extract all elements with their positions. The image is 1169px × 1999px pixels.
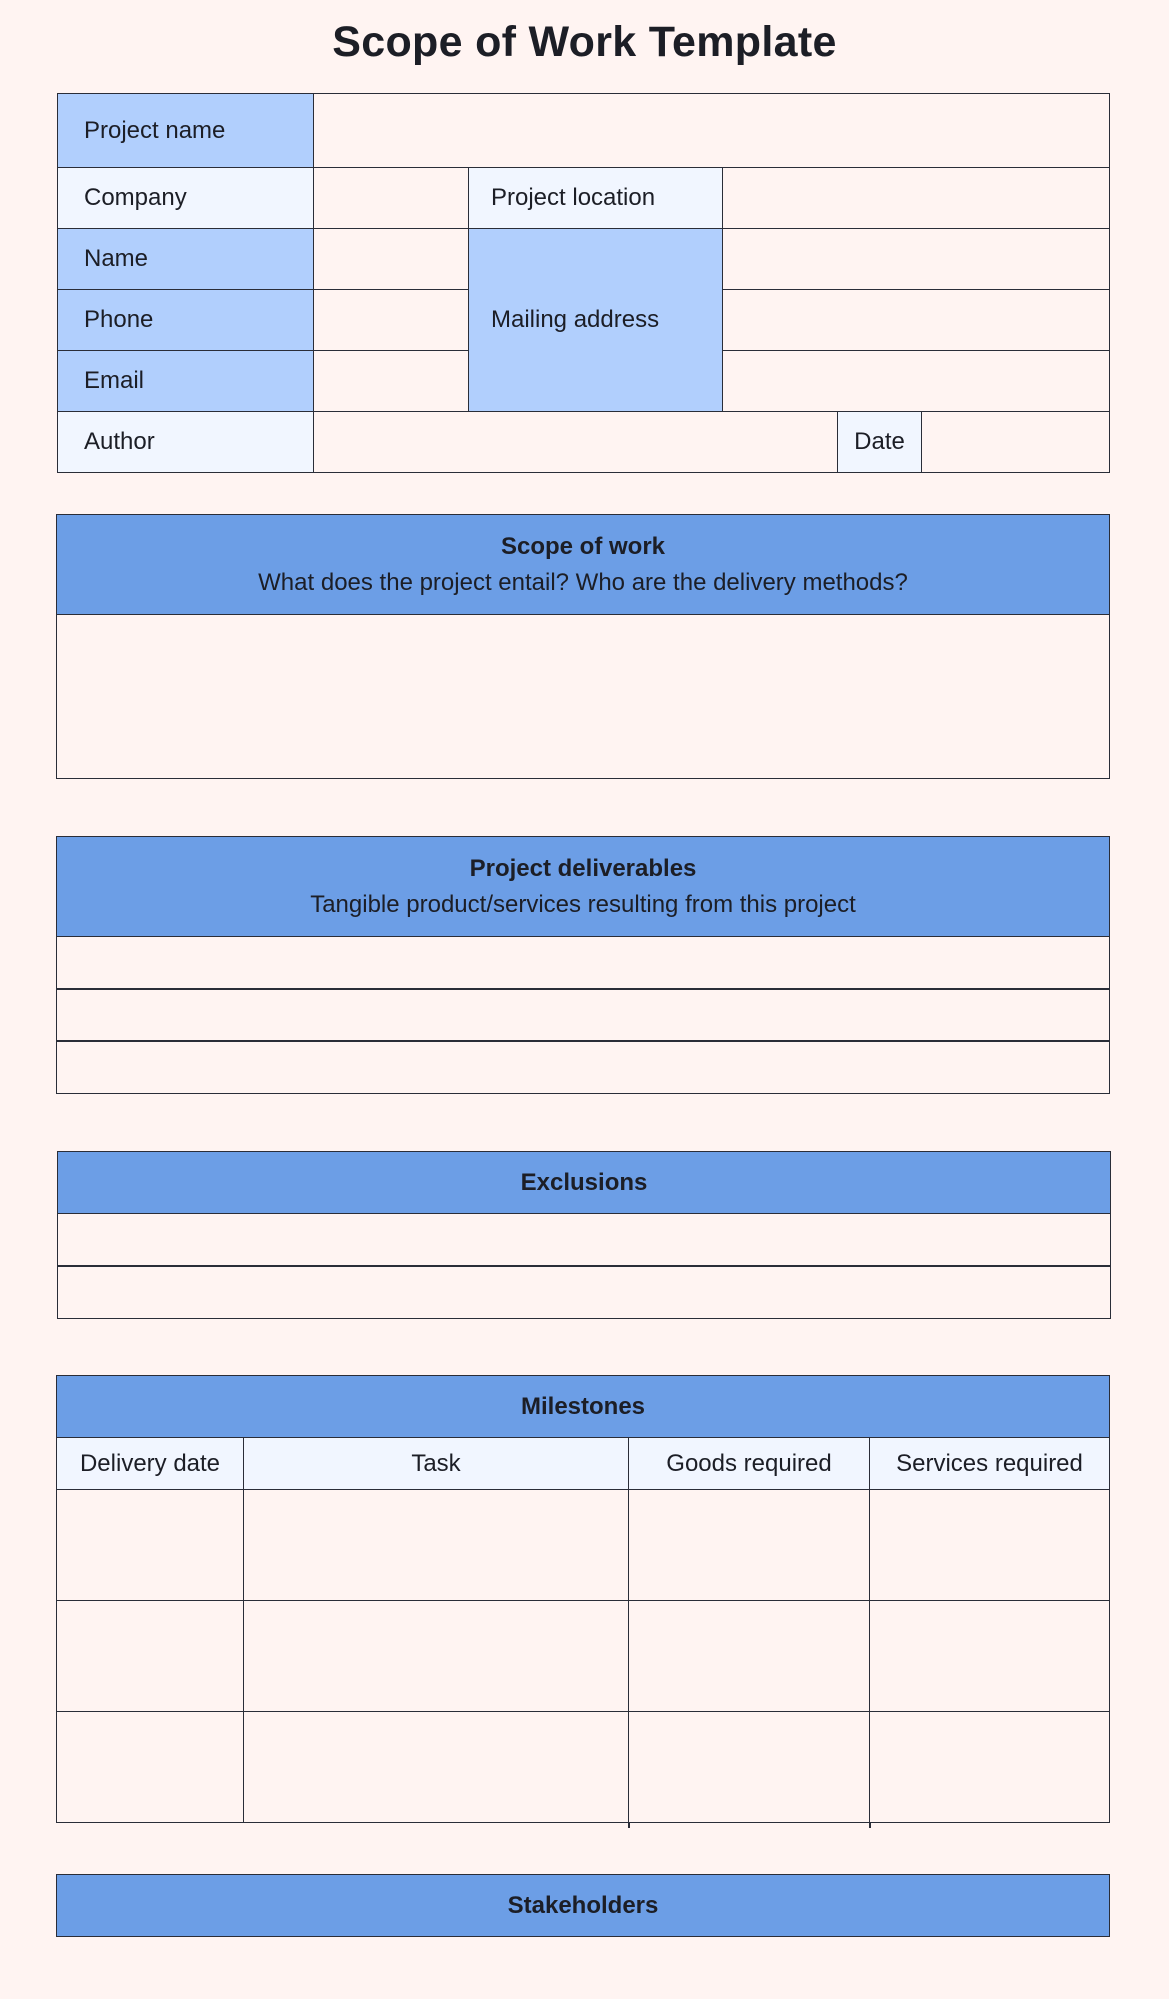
exclusions-list xyxy=(57,1213,1111,1319)
field-email[interactable] xyxy=(313,350,469,412)
label-company: Company xyxy=(57,167,314,229)
milestone-cell-r3-delivery-date[interactable] xyxy=(56,1711,244,1823)
deliverables-header xyxy=(56,836,1110,937)
field-mailing-address-line-2[interactable] xyxy=(722,289,1110,351)
milestone-cell-r1-delivery-date[interactable] xyxy=(56,1489,244,1601)
milestone-cell-r2-delivery-date[interactable] xyxy=(56,1600,244,1712)
scope-of-work-subtitle: What does the project entail? Who are the delivery methods? xyxy=(258,568,908,596)
label-name: Name xyxy=(57,228,314,290)
field-project-name[interactable] xyxy=(313,93,1110,168)
field-author[interactable] xyxy=(313,411,838,473)
deliverables-subtitle: Tangible product/services resulting from this project xyxy=(310,890,856,918)
field-project-location[interactable] xyxy=(722,167,1110,229)
label-project-location: Project location xyxy=(468,167,723,229)
field-name[interactable] xyxy=(313,228,469,290)
label-project-name: Project name xyxy=(57,93,314,168)
milestone-cell-r1-services[interactable] xyxy=(869,1489,1110,1601)
milestone-cell-r3-goods[interactable] xyxy=(628,1711,870,1823)
stakeholders-title: Stakeholders xyxy=(507,1891,659,1919)
deliverable-row-2[interactable] xyxy=(57,989,1109,1041)
field-mailing-address-line-1[interactable] xyxy=(722,228,1110,290)
col-services-required: Services required xyxy=(869,1437,1110,1490)
col-goods-required: Goods required xyxy=(628,1437,870,1490)
field-company[interactable] xyxy=(313,167,469,229)
exclusion-row-1[interactable] xyxy=(58,1213,1110,1265)
exclusions-header xyxy=(57,1151,1111,1214)
label-email: Email xyxy=(57,350,314,412)
milestone-cell-r1-task[interactable] xyxy=(243,1489,629,1601)
milestones-header xyxy=(56,1375,1110,1438)
label-date: Date xyxy=(837,411,922,473)
milestone-cell-r2-services[interactable] xyxy=(869,1600,1110,1712)
scope-of-work-field[interactable] xyxy=(56,614,1110,779)
label-author: Author xyxy=(57,411,314,473)
col-delivery-date: Delivery date xyxy=(56,1437,244,1490)
field-mailing-address-line-3[interactable] xyxy=(722,350,1110,412)
deliverable-row-3[interactable] xyxy=(57,1041,1109,1093)
page-title: Scope of Work Template xyxy=(332,18,837,66)
milestones-title: Milestones xyxy=(520,1392,646,1420)
label-mailing-address: Mailing address xyxy=(468,228,723,412)
milestone-cell-r3-task[interactable] xyxy=(243,1711,629,1823)
field-phone[interactable] xyxy=(313,289,469,351)
field-date[interactable] xyxy=(921,411,1110,473)
col-task: Task xyxy=(243,1437,629,1490)
deliverables-list xyxy=(56,936,1110,1094)
milestone-cell-r1-goods[interactable] xyxy=(628,1489,870,1601)
deliverables-title: Project deliverables xyxy=(469,854,697,882)
milestone-cell-r3-services[interactable] xyxy=(869,1711,1110,1823)
scope-of-work-title: Scope of work xyxy=(500,532,666,560)
column-line-tail xyxy=(869,1822,871,1828)
exclusion-row-2[interactable] xyxy=(58,1266,1110,1318)
deliverable-row-1[interactable] xyxy=(57,936,1109,988)
column-line-tail xyxy=(628,1822,630,1828)
stakeholders-header xyxy=(56,1874,1110,1937)
milestone-cell-r2-task[interactable] xyxy=(243,1600,629,1712)
milestone-cell-r2-goods[interactable] xyxy=(628,1600,870,1712)
label-phone: Phone xyxy=(57,289,314,351)
scope-of-work-header xyxy=(56,514,1110,615)
exclusions-title: Exclusions xyxy=(520,1168,648,1196)
